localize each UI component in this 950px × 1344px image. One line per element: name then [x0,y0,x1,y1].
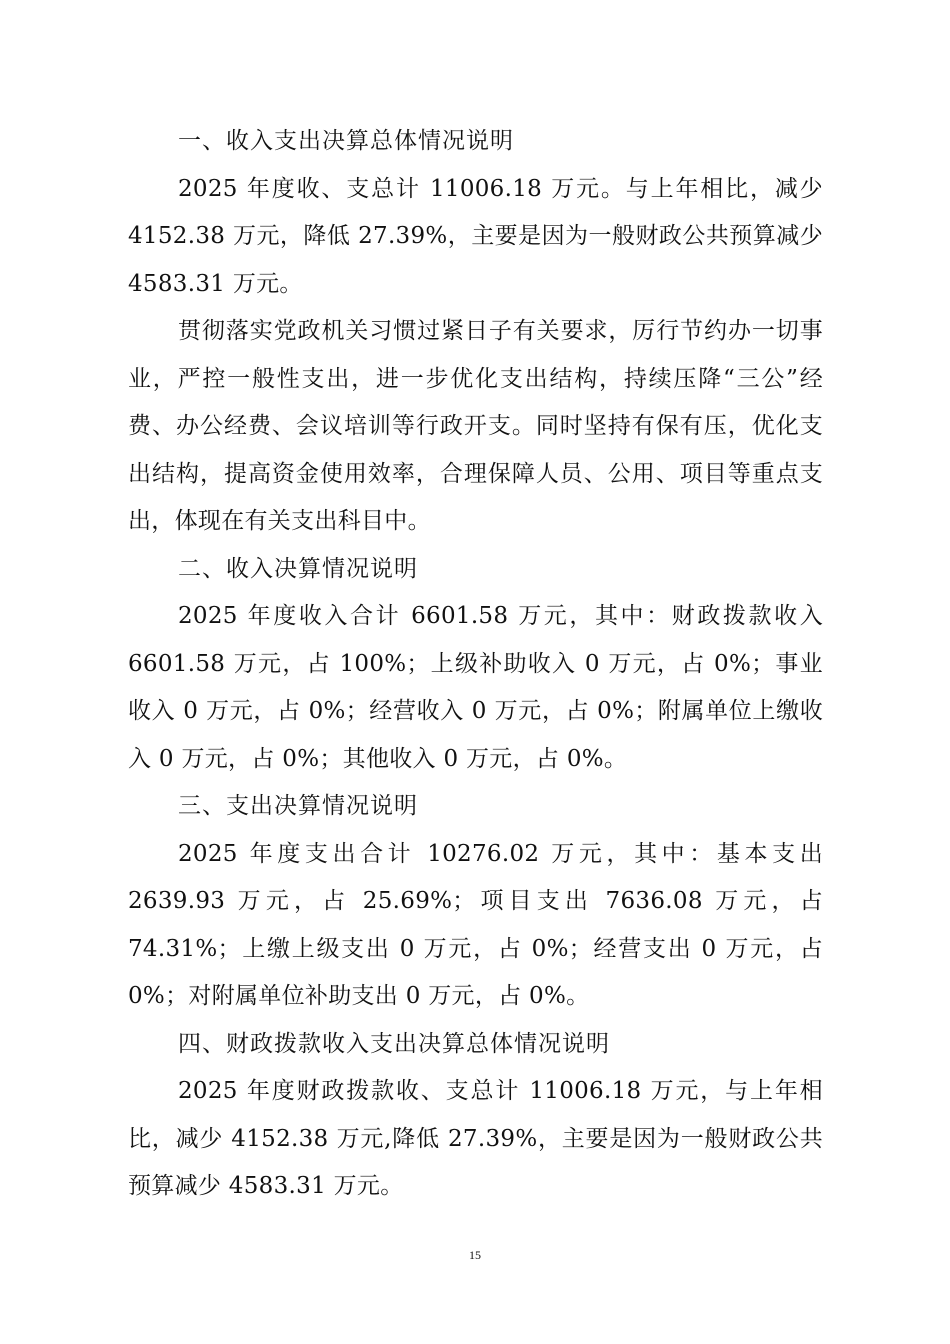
section-3-paragraph-1: 2025 年度支出合计 10276.02 万元，其中：基本支出 2639.93 万元，占 25.69%；项目支出 7636.08 万元，占 74.31%；上缴上级支出 0 万元，占 0%；经营支出 0 万元，占 0%；对附属单位补助支出 0 万元，占 0%。 [128,840,823,1009]
document-body [128,118,823,1211]
section-1-heading: 一、收入支出决算总体情况说明 [178,128,514,154]
section-3-heading: 三、支出决算情况说明 [178,793,418,819]
section-4-heading: 四、财政拨款收入支出决算总体情况说明 [178,1030,610,1057]
section-4-paragraph-1: 2025 年度财政拨款收、支总计 11006.18 万元，与上年相比，减少 4152.38 万元,降低 27.39%，主要是因为一般财政公共预算减少 4583.31 万元。 [128,1078,823,1199]
page-number: 15 [469,1248,481,1262]
section-2-heading: 二、收入决算情况说明 [178,555,418,582]
section-2-paragraph-1: 2025 年度收入合计 6601.58 万元，其中：财政拨款收入 6601.58 万元，占 100%；上级补助收入 0 万元，占 0%；事业收入 0 万元，占 0%；经营收入 0 万元，占 0%；附属单位上缴收入 0 万元，占 0%；其他收入 0 万元，占 0%。 [128,603,823,772]
section-1-paragraph-1: 2025 年度收、支总计 11006.18 万元。与上年相比，减少 4152.38 万元，降低 27.39%，主要是因为一般财政公共预算减少 4583.31 万元。 [128,175,823,297]
section-1-paragraph-2: 贯彻落实党政机关习惯过紧日子有关要求，厉行节约办一切事业，严控一般性支出，进一步优化支出结构，持续压降“三公”经费、办公经费、会议培训等行政开支。同时坚持有保有压，优化支出结构，提高资金使用效率，合理保障人员、公用、项目等重点支出，体现在有关支出科目中。 [128,318,823,534]
